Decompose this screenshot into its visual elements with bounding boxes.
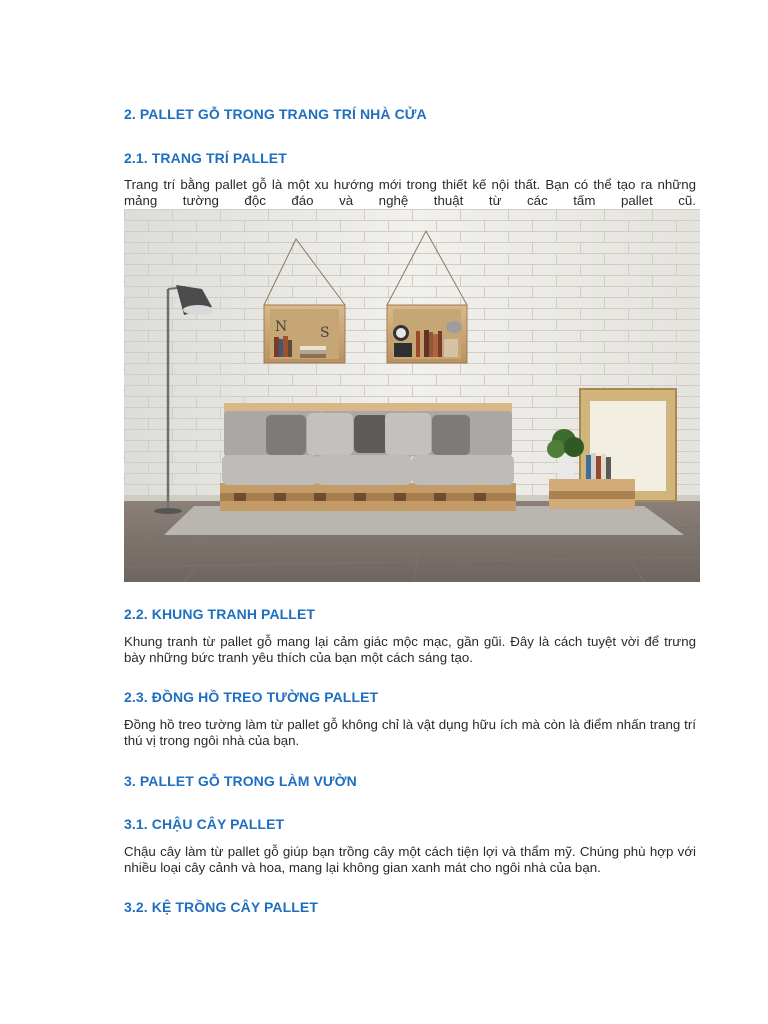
heading-chau-cay-pallet: 3.1. CHẬU CÂY PALLET [124, 816, 285, 832]
living-room-pallet-sofa-photo [124, 209, 700, 582]
heading-dong-ho-treo-tuong: 2.3. ĐỒNG HỒ TREO TƯỜNG PALLET [124, 689, 379, 705]
svg-text:N: N [275, 319, 288, 335]
paragraph-dong-ho-treo-tuong: Đồng hồ treo tường làm từ pallet gỗ không chỉ là vật dụng hữu ích mà còn là điểm nhấn trang trí thú vị trong ngôi nhà của bạn. [124, 717, 696, 748]
heading-khung-tranh-pallet: 2.2. KHUNG TRANH PALLET [124, 606, 316, 622]
paragraph-chau-cay-pallet: Chậu cây làm từ pallet gỗ giúp bạn trồng cây một cách tiện lợi và thẩm mỹ. Chúng phù hợp với nhiều loại cây cảnh và hoa, mang lại không gian xanh mát cho ngôi nhà của bạn. [124, 844, 696, 875]
paragraph-trang-tri-pallet: Trang trí bằng pallet gỗ là một xu hướng mới trong thiết kế nội thất. Bạn có thể tạo ra những mảng tường độc đáo và nghệ thuật từ các tấm pallet cũ. [124, 177, 696, 208]
svg-text:S: S [320, 325, 330, 341]
heading-section-2: 2. PALLET GỖ TRONG TRANG TRÍ NHÀ CỬA [124, 106, 427, 122]
paragraph-khung-tranh-pallet: Khung tranh từ pallet gỗ mang lại cảm giác mộc mạc, gần gũi. Đây là cách tuyệt vời để trưng bày những bức tranh yêu thích của bạn một cách sáng tạo. [124, 634, 696, 665]
heading-section-3: 3. PALLET GỖ TRONG LÀM VƯỜN [124, 773, 357, 789]
heading-trang-tri-pallet: 2.1. TRANG TRÍ PALLET [124, 150, 287, 166]
heading-ke-trong-cay-pallet: 3.2. KỆ TRỒNG CÂY PALLET [124, 899, 319, 915]
